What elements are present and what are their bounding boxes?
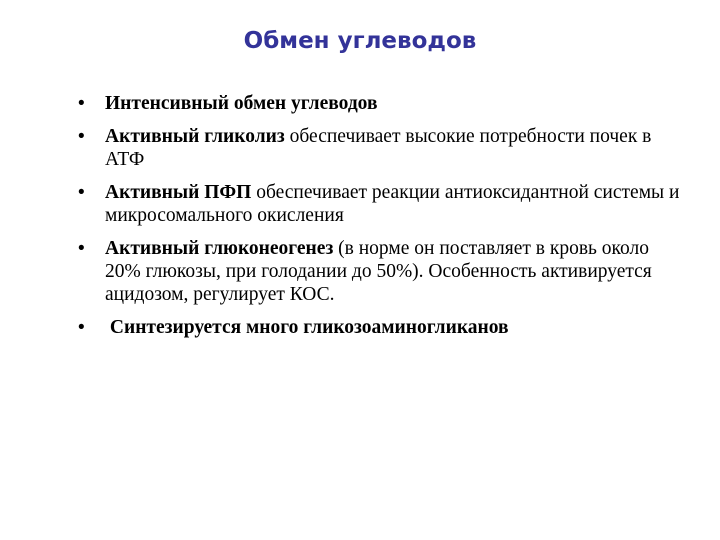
bullet-list	[78, 92, 688, 349]
bullet-dot-icon: •	[78, 93, 85, 114]
bullet-bold-text: Активный гликолиз	[105, 126, 285, 147]
bullet-bold-text: Активный ПФП	[105, 182, 252, 203]
bullet-bold-text: Синтезируется много гликозоаминогликанов	[105, 317, 509, 338]
bullet-dot-icon: •	[78, 126, 85, 147]
bullet-text: обеспечивает реакции антиоксидантной системы и микросомального окисления	[105, 182, 680, 226]
bullet-item	[78, 125, 688, 171]
bullet-dot-icon: •	[78, 238, 85, 259]
bullet-item	[78, 92, 688, 115]
bullet-bold-text: Активный глюконеогенез	[105, 238, 334, 259]
bullet-dot-icon: •	[78, 317, 85, 338]
slide-title: Обмен углеводов	[243, 28, 477, 54]
bullet-item	[78, 237, 688, 306]
bullet-dot-icon: •	[78, 182, 85, 203]
bullet-item	[78, 316, 688, 339]
bullet-text: (в норме он поставляет в кровь около 20% глюкозы, при голодании до 50%). Особенность активируется ацидозом, регулирует КОС.	[105, 238, 652, 305]
bullet-item	[78, 181, 688, 227]
bullet-text: обеспечивает высокие потребности почек в АТФ	[105, 126, 652, 170]
bullet-bold-text: Интенсивный обмен углеводов	[105, 93, 378, 114]
